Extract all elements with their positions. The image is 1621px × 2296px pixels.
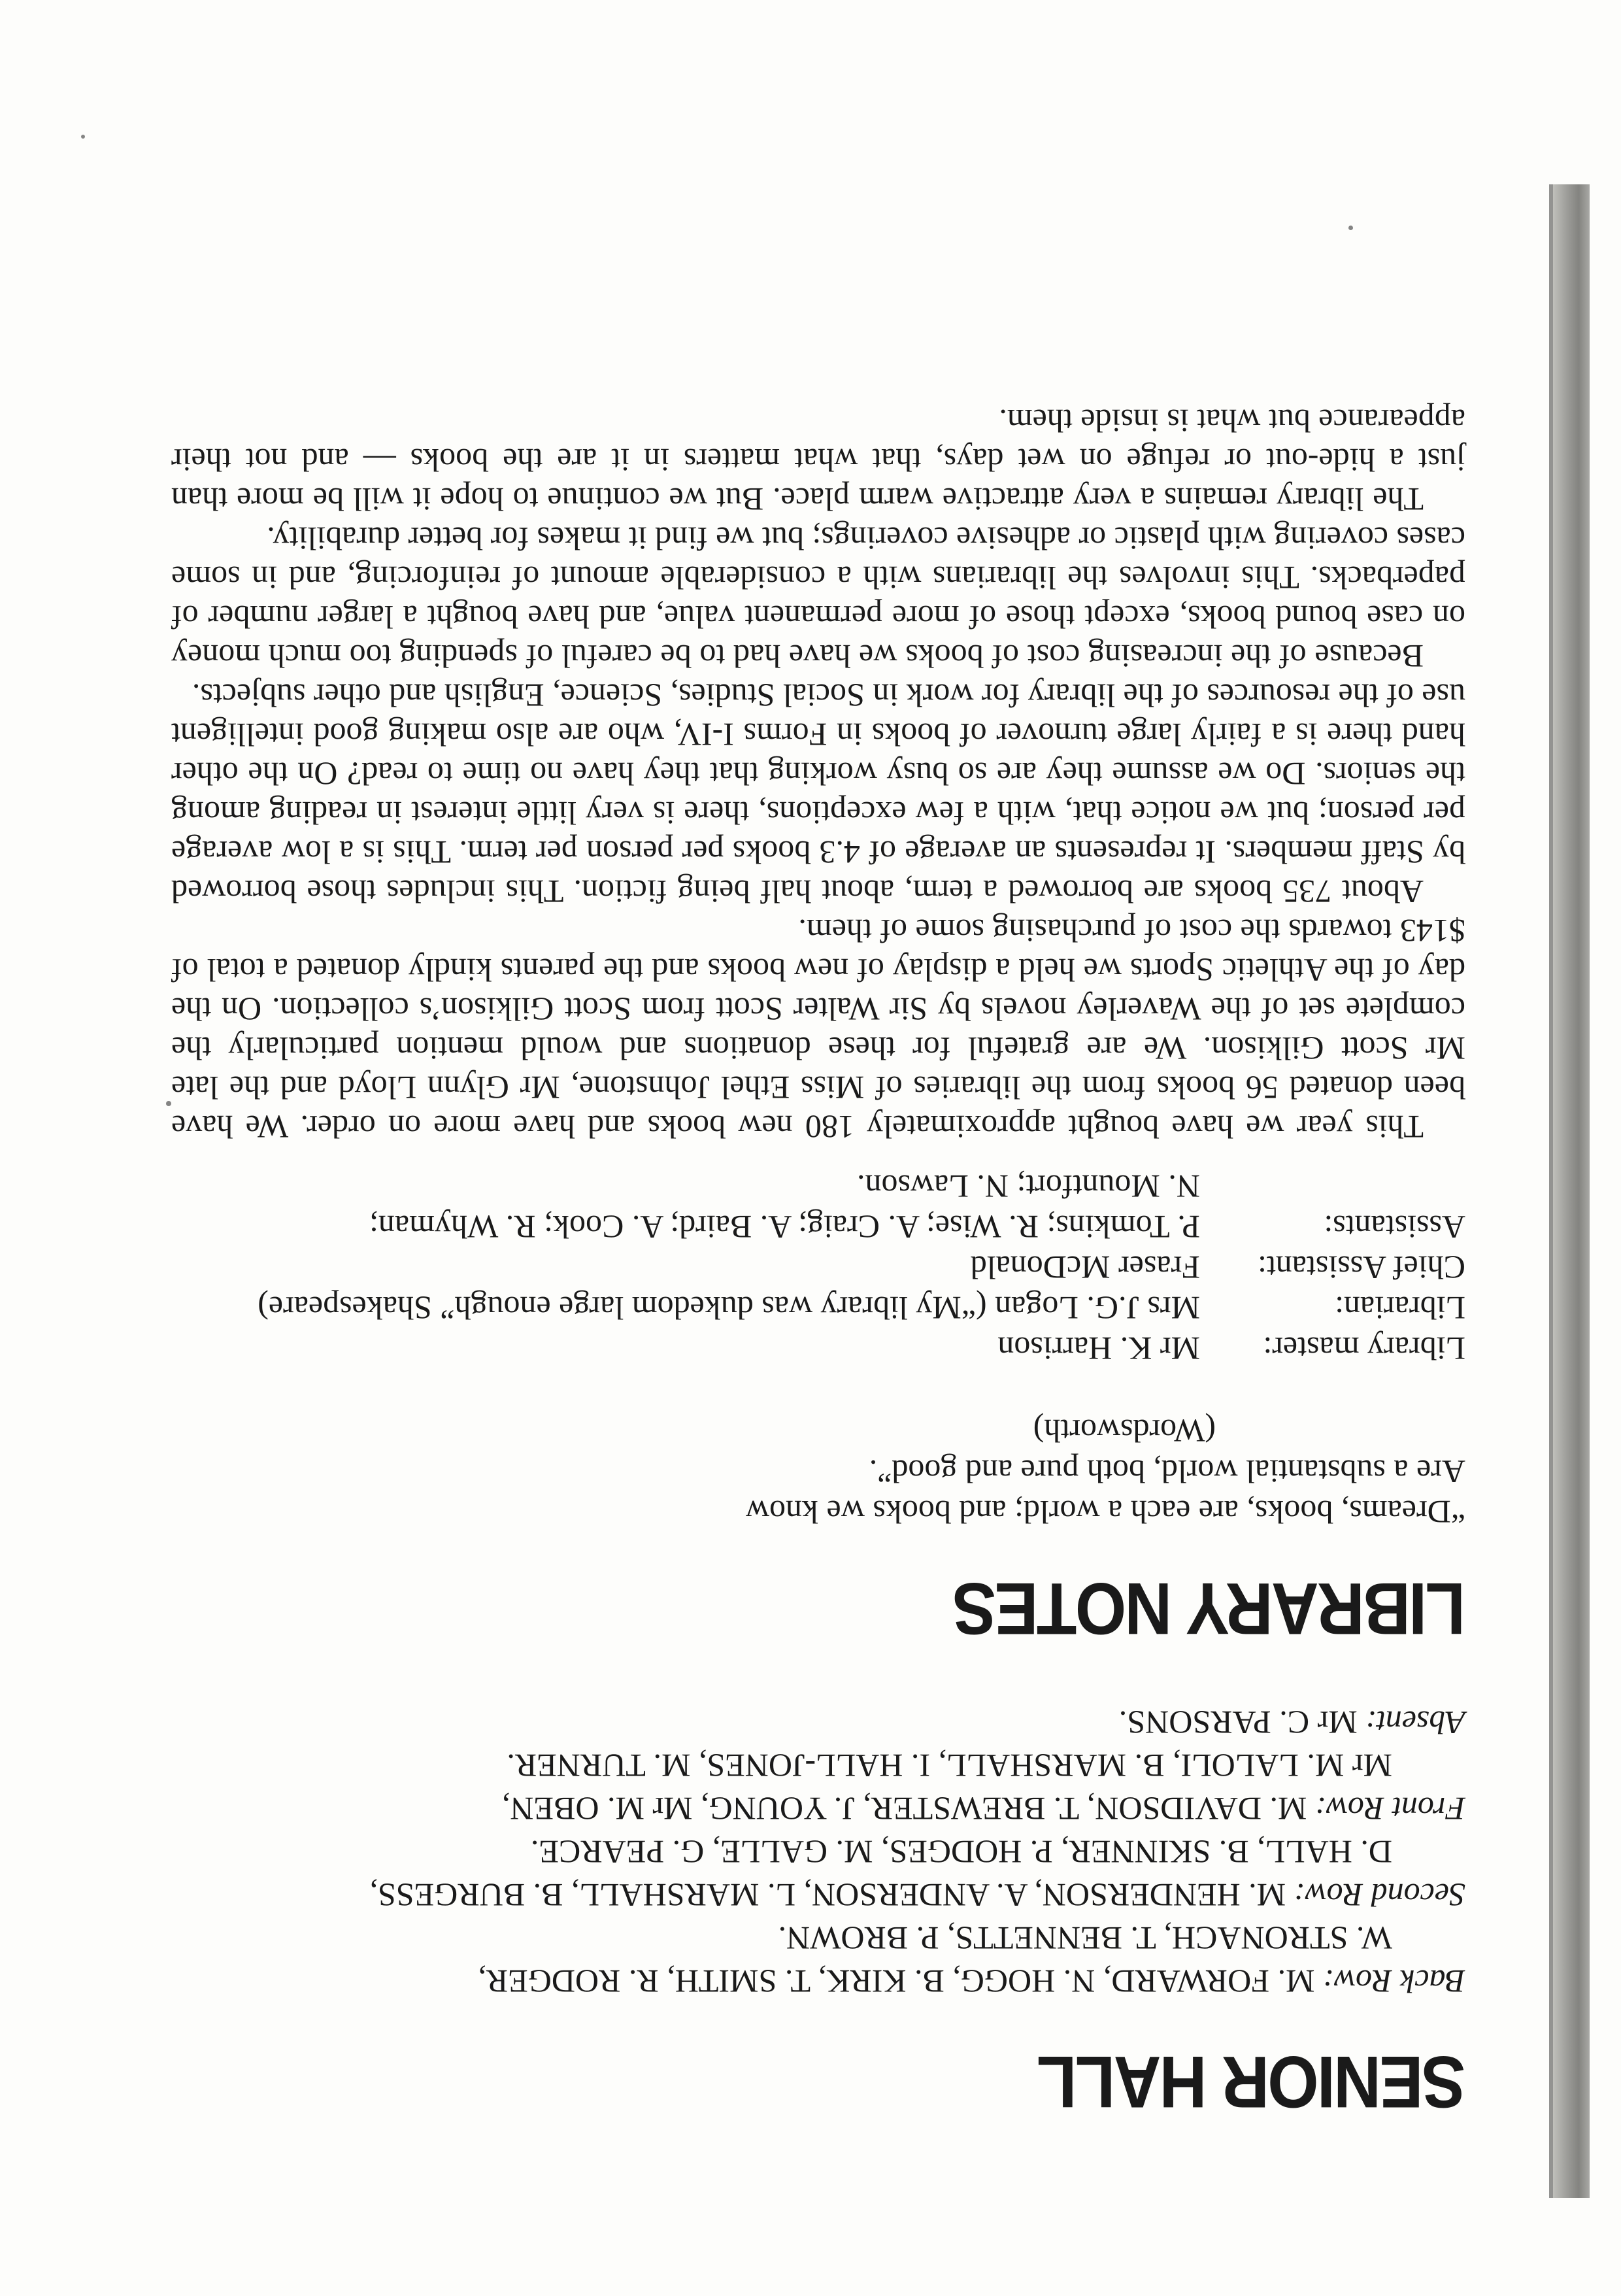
back-row-names-cont: W. STRONACH, T. BENNETTS, P. BROWN. — [778, 1920, 1392, 1957]
dust-speck — [1348, 226, 1353, 230]
librarian-name: Mrs J.G. Logan (“My library was dukedom large enough” Shakespeare) — [258, 1290, 1200, 1326]
library-paragraph: The library remains a very attractive warm place. But we continue to hope it will be more than just a hide-out or refuge on wet days, that what matters in it are the books — and not their appearance but what is inside them. — [171, 403, 1465, 518]
quote-line-1: “Dreams, books, are each a world; and books we know — [745, 1494, 1465, 1530]
front-row-names: M. DAVIDSON, T. BREWSTER, J. YOUNG, Mr M. OBEN, — [501, 1791, 1315, 1827]
front-row-names-cont: Mr M. LALOLI, B. MARSHALL, I. HALL-JONES, M. TURNER. — [507, 1747, 1392, 1784]
library-master-row — [171, 1328, 1465, 1369]
absent-caption — [171, 1701, 1465, 1744]
library-paragraph: Because of the increasing cost of books we have had to be careful of spending too much money on case bound books, except those of more permanent value, and have bought a larger number of paperbacks. This involves the librarians with a considerable amount of reinforcing, and in some cases covering with plastic or adhesive coverings; but we find it makes for better durability. — [171, 520, 1465, 675]
senior-hall-heading: SENIOR HALL — [1038, 2041, 1465, 2123]
back-row-label: Back Row: — [1323, 1963, 1465, 2000]
dust-speck — [166, 1101, 171, 1106]
chief-assistant-name: Fraser McDonald — [970, 1249, 1200, 1286]
dust-speck — [81, 135, 85, 139]
binding-edge — [1549, 184, 1553, 2198]
chief-assistant-label: Chief Assistant: — [1257, 1249, 1465, 1286]
back-row-caption — [171, 1917, 1465, 2003]
absent-names: Mr C. PARSONS. — [1118, 1704, 1366, 1741]
assistants-label: Assistants: — [1324, 1209, 1465, 1245]
absent-label: Absent: — [1365, 1704, 1465, 1741]
library-paragraph: This year we have bought approximately 180 new books and have more on order. We have been donated 56 books from the libraries of Miss Ethel Johnstone, Mr Glynn Lloyd and the late Mr Scott Gilkison. We are grateful for these donations and would mention particularly the complete set of the Waverley novels by Sir Walter Scott from Scott Gilkison’s collection. On the day of the Athletic Sports we held a display of new books and the parents kindly donated a total of $143 towards the cost of purchasing some of them. — [171, 913, 1465, 1145]
librarian-row — [171, 1288, 1465, 1328]
library-notes-heading: LIBRARY NOTES — [954, 1568, 1465, 1649]
library-master-name: Mr K. Harrison — [997, 1330, 1200, 1367]
quote-author: (Wordsworth) — [1033, 1413, 1216, 1449]
page-content — [171, 401, 1465, 2123]
senior-hall-photo-caption — [171, 1701, 1465, 2003]
assistants-row — [171, 1207, 1465, 1247]
library-staff-list — [171, 1166, 1465, 1369]
front-row-label: Front Row: — [1314, 1791, 1465, 1827]
library-master-label: Library master: — [1263, 1330, 1465, 1367]
assistants-names: P. Tomkins; R. Wise; A. Craig; A. Baird; A. Cook; R. Whyman; — [369, 1209, 1200, 1245]
second-row-names: M. HENDERSON, A. ANDERSON, L. MARSHALL, B. BURGESS, — [369, 1877, 1294, 1914]
library-paragraph: About 735 books are borrowed a term, about half being fiction. This includes those borrowed by Staff members. It represents an average of 4.3 books per person per term. This is a low average per person; but we notice that, with a few exceptions, there is very little interest in reading among the seniors. Do we assume they are so busy working that they have no time to read? On the other hand there is a fairly large turnover of books in Forms I-IV, who are also making good intelligent use of the resources of the library for work in Social Studies, Science, English and other subjects. — [171, 677, 1465, 910]
second-row-caption — [171, 1831, 1465, 1917]
chief-assistant-row — [171, 1247, 1465, 1288]
front-row-caption — [171, 1744, 1465, 1831]
second-row-names-cont: D. HALL, B. SKINNER, P. HODGES, M. GALLE, G. PEARCE. — [530, 1834, 1392, 1870]
second-row-label: Second Row: — [1294, 1877, 1465, 1914]
binding-shadow — [1553, 184, 1590, 2198]
quote-line-2: Are a substantial world, both pure and good”. — [869, 1453, 1465, 1490]
librarian-label: Librarian: — [1335, 1290, 1465, 1326]
back-row-names: M. FORWARD, N. HOGG, B. KIRK, T. SMITH, R. RODGER, — [478, 1963, 1324, 2000]
assistants-names-cont: N. Mountfort; N. Lawson. — [857, 1168, 1200, 1205]
